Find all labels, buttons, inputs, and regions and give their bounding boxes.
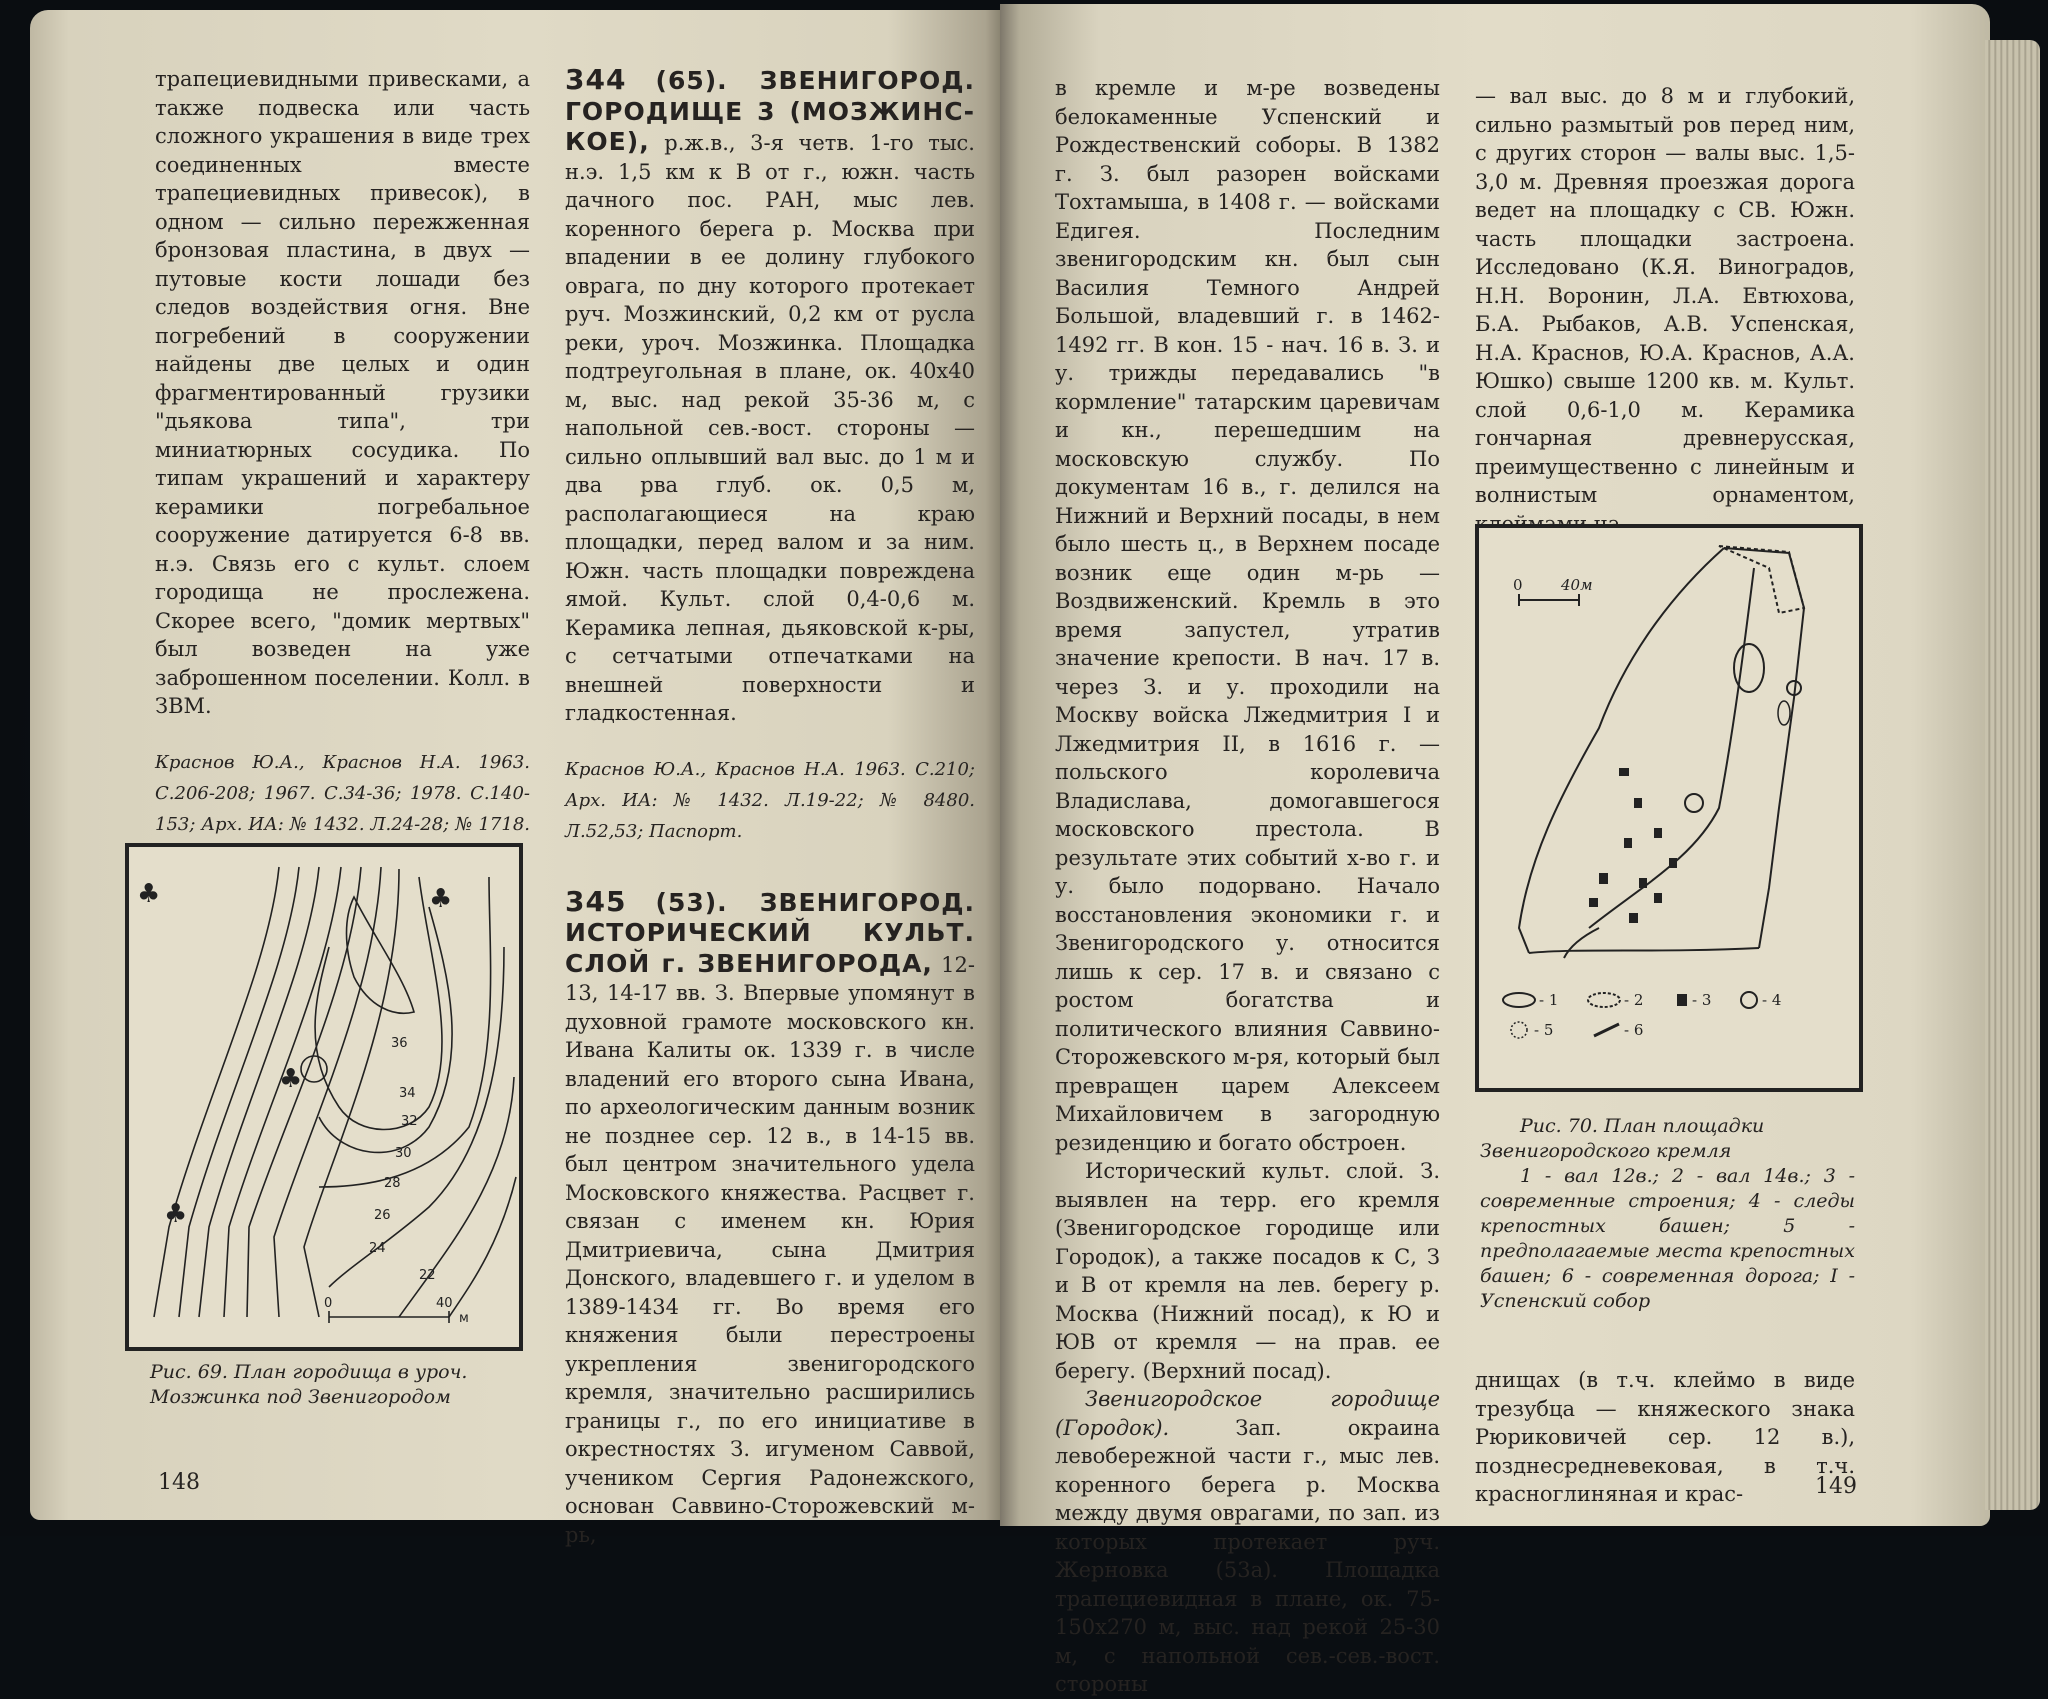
scale-label-40: 40 [436,1296,453,1311]
legend-4: - 4 [1762,991,1782,1009]
references-343: Краснов Ю.А., Краснов Н.А. 1963. С.206-208; 1967. С.34-36; 1978. С.140-153; Арх. ИА: № 1432. Л.24-28; № 1718. [155,751,530,835]
legend-2: - 2 [1624,991,1644,1009]
right-column-2 [1475,82,1855,538]
figure-70-caption-legend: 1 - вал 12в.; 2 - вал 14в.; 3 - современные строения; 4 - следы крепостных башен; 5 - предполагаемые места крепостных башен; 6 - современная дорога; I - Успенский собор [1480,1165,1855,1312]
entry-344-number: 344 [565,63,627,96]
contour-label-22: 22 [419,1268,436,1283]
paragraph-gorodok: Зап. окраина левобережной части г., мыс лев. коренного берега р. Москва между двумя оврагами, по зап. из которых протекает руч. Жерновка (53а). Площадка трапециевидная в плане, ок. 75-150х270 м, выс. над рекой 25-30 м, с напольной сев.-сев.-вост. стороны [1055,1415,1440,1696]
scale-zero: 0 [1513,576,1523,594]
gorodishche-title: Звенигородское городище (Городок). [1055,1387,1440,1440]
contour-label-24: 24 [369,1241,386,1256]
scale-length: 40м [1561,576,1593,594]
contour-label-32: 32 [401,1114,418,1129]
page-number-148: 148 [158,1470,200,1495]
svg-text:♣: ♣ [164,1199,188,1229]
contour-label-28: 28 [384,1176,401,1191]
right-page [1000,4,1990,1696]
figure-70-caption-title: Рис. 70. План площадки Звенигородского кремля [1480,1115,1765,1162]
left-page [30,10,1005,1547]
legend-3: - 3 [1692,991,1712,1009]
paragraph-dnishchah: днищах (в т.ч. клеймо в виде трезубца — княжеского знака Рюриковичей сер. 12 в.), позднесредневековая, в т.ч. красноглиняная и крас- [1475,1368,1855,1506]
contour-map [129,847,519,1347]
scale-label-m: м [459,1311,469,1326]
entry-344-text: р.ж.в., 3-я четв. 1-го тыс. н.э. 1,5 км к В от г., южн. часть дачного пос. РАН, мыс лев. коренного берега р. Москва при впадении в ее долину глубокого оврага, по дну которого протекает руч. Мозжинский, 0,2 км от русла реки, уроч. Мозжинка. Площадка подтреугольная в плане, ок. 40х40 м, выс. над рекой 35-36 м, с напольной сев.-вост. стороны — сильно оплывший вал выс. до 1 м и два рва глуб. ок. 0,5 м, располагающиеся на краю площадки, перед валом и за ним. Южн. часть площадки повреждена ямой. Культ. слой 0,4-0,6 м. Керамика лепная, дьяковской к-ры, с сетчатыми отпечатками на внешней поверхности и гладкостенная. [565,131,975,725]
kremlin-plan [1479,528,1859,1088]
contour-label-26: 26 [374,1208,391,1223]
figure-70-caption [1480,1114,1855,1314]
right-column-1 [1055,74,1440,1699]
page-edges [1985,40,2040,1510]
legend-1: - 1 [1539,991,1559,1009]
svg-text:♣: ♣ [279,1064,303,1094]
svg-text:♣: ♣ [137,879,161,909]
paragraph-kreml: в кремле и м-ре возведены белокаменные Успенский и Рождественский соборы. В 1382 г. З. был разорен войсками Тохтамыша, в 1408 г. — войсками Едигея. Последним звенигородским кн. был сын Василия Темного Андрей Большой, владевший г. в 1462-1492 гг. В кон. 15 - нач. 16 в. З. и у. трижды передавались "в кормление" татарским царевичам и кн., перешедшим на московскую службу. По документам 16 в., г. делился на Нижний и Верхний посады, в нем было шесть ц., в Верхнем посаде возник еще один м-рь — Воздвиженский. Кремль в это время запустел, утратив значение крепости. В нач. 17 в. через З. и у. проходили на Москву войска Лжедмитрия I и Лжедмитрия II, в 1616 г. — польского королевича Владислава, домогавшегося московского престола. В результате этих событий х-во г. и у. было подорвано. Начало восстановления экономики г. и Звенигородского у. относится лишь к сер. 17 в. и связано с ростом богатства и политического влияния Саввино-Сторожевского м-ря, который был превращен царем Алексеем Михайловичем в загородную резиденцию и богато обстроен. [1055,76,1440,1155]
right-column-2-bottom [1475,1366,1855,1509]
legend-5: - 5 [1534,1021,1554,1039]
scale-label-0: 0 [324,1296,333,1311]
legend-6: - 6 [1624,1021,1644,1039]
entry-345-text: 12-13, 14-17 вв. З. Впервые упомянут в духовной грамоте московского кн. Ивана Калиты ок. 1339 г. в числе владений его второго сына Ивана, по археологическим данным возник не позднее сер. 12 в., в 14-15 вв. был центром значительного удела Московского княжества. Расцвет г. связан с именем кн. Юрия Дмитриевича, сына Дмитрия Донского, владевшего г. и уделом в 1389-1434 гг. Во время его княжения были перестроены укрепления звенигородского кремля, значительно расширились границы г., по его инициативе в окрестностях З. игуменом Саввой, учеником Сергия Радонежского, основан Саввино-Сторожевский м-рь, [565,952,975,1547]
paragraph-val: — вал выс. до 8 м и глубокий, сильно размытый ров перед ним, с других сторон — валы выс. 1,5-3,0 м. Древняя проезжая дорога ведет на площадку с СВ. Южн. часть площадки застроена. Исследовано (К.Я. Виноградов, Н.Н. Воронин, Л.А. Евтюхова, Б.А. Рыбаков, А.В. Успенская, Н.А. Краснов, Ю.А. Краснов, А.А. Юшко) свыше 1200 кв. м. Культ. слой 0,6-1,0 м. Керамика гончарная древнерусская, преимущественно с линейным и волнистым орнаментом, [1475,84,1855,507]
figure-70-plan [1475,524,1863,1092]
contour-label-36: 36 [391,1036,408,1051]
svg-text:♣: ♣ [429,884,453,914]
entry-345-number: 345 [565,884,627,918]
paragraph-cultural-layer: Исторический культ. слой. З. выявлен на терр. его кремля (Звенигородское городище или Городок), а также посадов к С, З и В от кремля на лев. берегу р. Москва (Нижний посад), к Ю и ЮВ от кремля — на прав. ее берегу. (Верхний посад). [1055,1159,1440,1383]
left-column-2 [565,65,975,1549]
entry-344-heading: (65). ЗВЕНИГОРОД. ГОРОДИЩЕ 3 (МОЗЖИНС-КОЕ), [565,66,975,156]
references-344: Краснов Ю.А., Краснов Н.А. 1963. С.210; Арх. ИА: № 1432. Л.19-22; № 8480. Л.52,53; Паспорт. [565,758,975,842]
paragraph-domik: трапециевидными привесками, а также подвеска или часть сложного украшения в виде трех соединенных вместе трапециевидных привесок), в одном — сильно пережженная бронзовая пластина, в двух — путовые кости лошади без следов воздействия огня. Вне погребений в сооружении найдены две целых и один фрагментированный грузики "дьякова типа", три миниатюрных сосудика. По типам украшений и характеру керамики погребальное сооружение датируется 6-8 вв. н.э. Связь его с культ. слоем городища не прослежена. Скорее всего, "домик мертвых" был возведен на уже заброшенном поселении. Колл. в ЗВМ. [155,67,530,718]
contour-label-34: 34 [399,1086,416,1101]
left-column-1 [155,65,530,871]
figure-69-map [125,843,523,1351]
page-number-149: 149 [1815,1474,1857,1499]
contour-label-30: 30 [395,1146,412,1161]
figure-69-caption: Рис. 69. План городища в уроч. Мозжинка под Звенигородом [150,1361,468,1408]
entry-345-heading: (53). ЗВЕНИГОРОД. ИСТОРИЧЕСКИЙ КУЛЬТ. СЛОЙ г. ЗВЕНИГОРОДА, [565,887,975,978]
